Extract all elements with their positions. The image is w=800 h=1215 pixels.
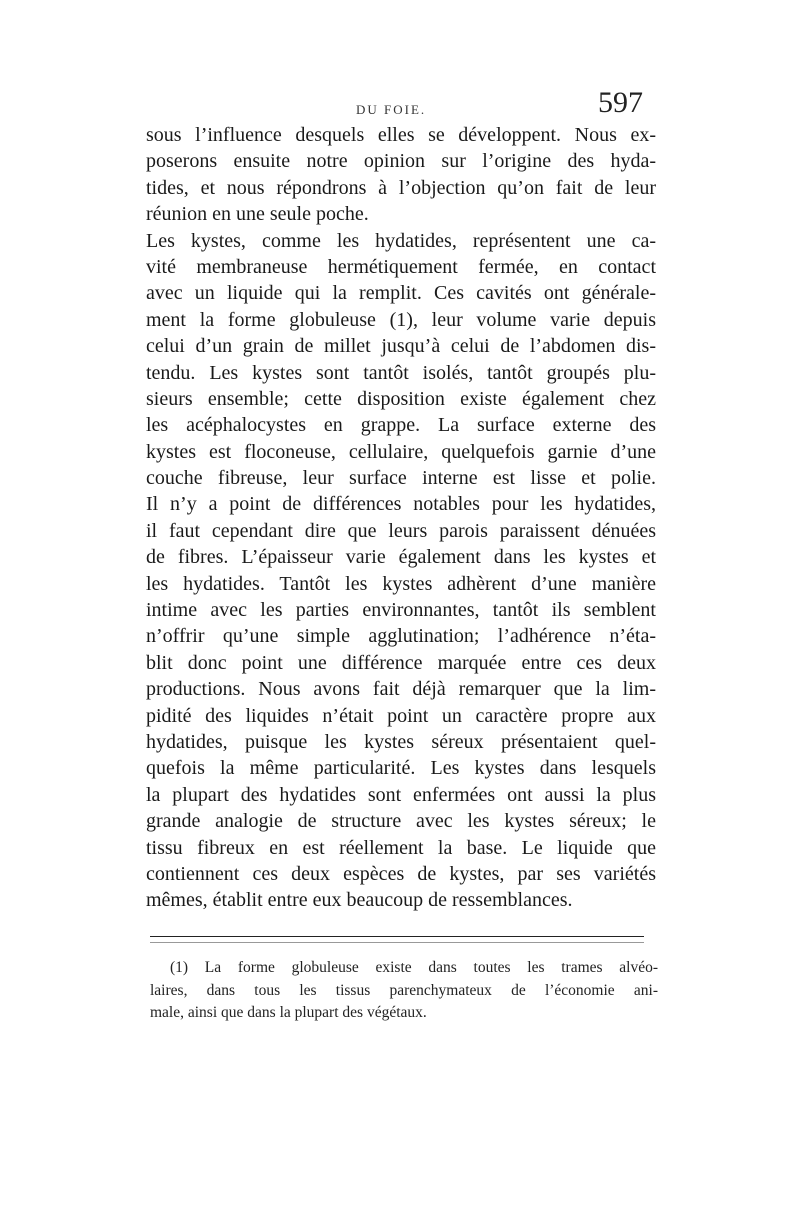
text-line: contiennent ces deux espèces de kystes, par ses variétés	[146, 862, 656, 885]
text-line: grande analogie de structure avec les kystes séreux; le	[146, 810, 656, 833]
text-line: tendu. Les kystes sont tantôt isolés, tantôt groupés plu-	[146, 361, 656, 384]
text-line: pidité des liquides n’était point un caractère propre aux	[146, 704, 656, 727]
text-line: n’offrir qu’une simple agglutination; l’adhérence n’éta-	[146, 625, 656, 648]
text-line: les hydatides. Tantôt les kystes adhèrent d’une manière	[146, 572, 656, 595]
text-line: ment la forme globuleuse (1), leur volume varie depuis	[146, 308, 656, 331]
text-line: il faut cependant dire que leurs parois paraissent dénuées	[146, 519, 656, 542]
text-line: blit donc point une différence marquée entre ces deux	[146, 651, 656, 674]
text-line: sous l’influence desquels elles se développent. Nous ex-	[146, 124, 656, 146]
footnote-line: laires, dans tous les tissus parenchymateux de l’économie ani-	[150, 981, 658, 999]
text-line: Il n’y a point de différences notables pour les hydatides,	[146, 493, 656, 516]
running-head: DU FOIE.	[356, 102, 427, 117]
text-line: intime avec les parties environnantes, tantôt ils semblent	[146, 599, 656, 622]
text-line: les acéphalocystes en grappe. La surface externe des	[146, 414, 656, 437]
text-line: réunion en une seule poche.	[146, 203, 369, 226]
text-line: mêmes, établit entre eux beaucoup de ressemblances.	[146, 889, 573, 912]
footnote-rule	[150, 936, 644, 937]
body-text	[146, 122, 656, 914]
text-line: productions. Nous avons fait déjà remarquer que la lim-	[146, 678, 656, 701]
text-line: de fibres. L’épaisseur varie également dans les kystes et	[146, 546, 656, 569]
page-number: 597	[598, 86, 643, 119]
text-line: Les kystes, comme les hydatides, représentent une ca-	[146, 229, 656, 252]
text-line: celui d’un grain de millet jusqu’à celui de l’abdomen dis-	[146, 335, 656, 358]
footnote-line: (1) La forme globuleuse existe dans toutes les trames alvéo-	[170, 959, 658, 976]
footnote-rule-shadow	[150, 942, 644, 943]
text-line: vité membraneuse hermétiquement fermée, en contact	[146, 255, 656, 278]
text-line: couche fibreuse, leur surface interne est lisse et polie.	[146, 467, 656, 490]
text-line: tides, et nous répondrons à l’objection qu’on fait de leur	[146, 176, 656, 199]
text-line: tissu fibreux en est réellement la base. Le liquide que	[146, 836, 656, 859]
text-line: quefois la même particularité. Les kystes dans lesquels	[146, 757, 656, 780]
text-line: hydatides, puisque les kystes séreux présentaient quel-	[146, 730, 656, 753]
text-line: kystes est floconeuse, cellulaire, quelquefois garnie d’une	[146, 440, 656, 463]
text-line: sieurs ensemble; cette disposition existe également chez	[146, 387, 656, 410]
text-line: poserons ensuite notre opinion sur l’origine des hyda-	[146, 150, 656, 173]
footnote	[150, 957, 658, 1025]
footnote-line: male, ainsi que dans la plupart des végétaux.	[150, 1004, 427, 1022]
text-line: avec un liquide qui la remplit. Ces cavités ont générale-	[146, 282, 656, 305]
text-line: la plupart des hydatides sont enfermées ont aussi la plus	[146, 783, 656, 806]
